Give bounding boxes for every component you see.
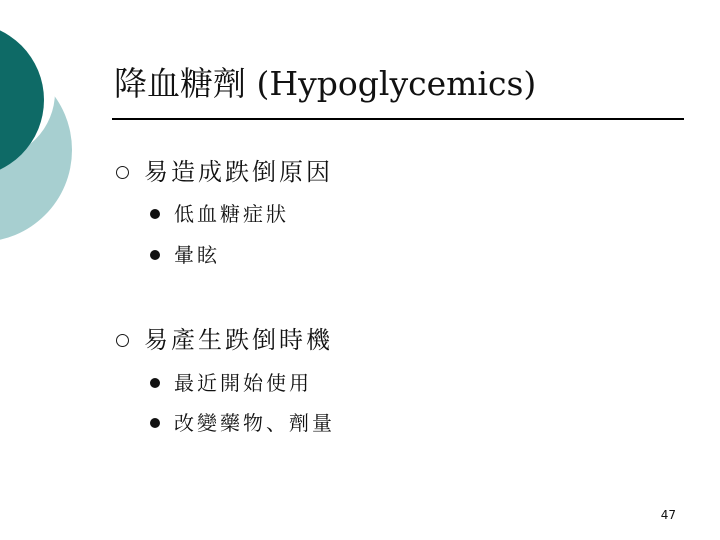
section-heading: 易產生跌倒時機	[144, 326, 333, 354]
filled-circle-icon	[150, 418, 160, 428]
list-item: 暈眩	[174, 243, 220, 267]
filled-circle-icon	[150, 209, 160, 219]
filled-circle-icon	[150, 378, 160, 388]
filled-circle-icon	[150, 250, 160, 260]
title-divider	[112, 118, 684, 120]
section-heading: 易造成跌倒原因	[144, 158, 333, 186]
list-item: 低血糖症狀	[174, 202, 289, 226]
hollow-circle-icon	[116, 166, 129, 179]
page-number: 47	[660, 508, 676, 522]
list-item: 改變藥物、劑量	[174, 411, 335, 435]
slide-title: 降血糖劑 (Hypoglycemics)	[114, 64, 537, 103]
decorative-circles-graphic	[0, 0, 130, 300]
list-item: 最近開始使用	[174, 371, 312, 395]
hollow-circle-icon	[116, 334, 129, 347]
